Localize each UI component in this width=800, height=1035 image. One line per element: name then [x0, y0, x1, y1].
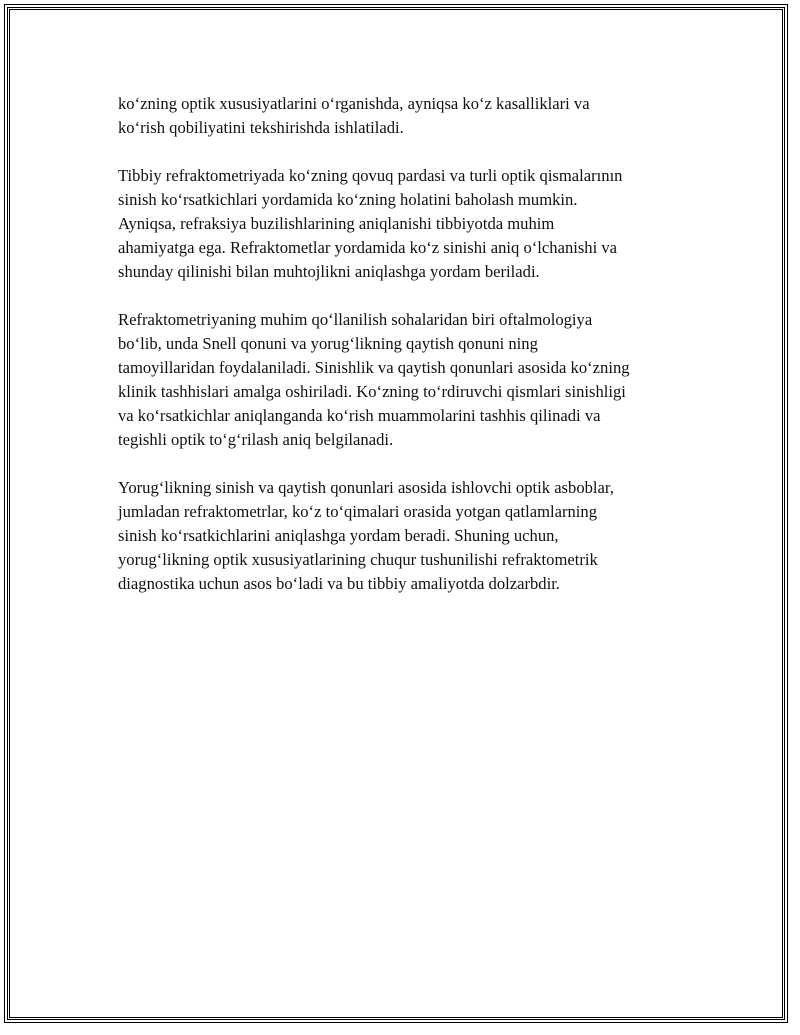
- text-line: tamoyillaridan foydalaniladi. Sinishlik va qaytish qonunlari asosida ko‘zning: [118, 358, 630, 377]
- text-line: jumladan refraktometrlar, ko‘z to‘qimalari orasida yotgan qatlamlarning: [118, 502, 597, 521]
- text-line: Refraktometriyaning muhim qo‘llanilish sohalaridan biri oftalmologiya: [118, 310, 593, 329]
- paragraph-3: [118, 308, 698, 452]
- text-line: tegishli optik to‘g‘rilash aniq belgilanadi.: [118, 430, 394, 449]
- text-line: shunday qilinishi bilan muhtojlikni aniqlashga yordam beriladi.: [118, 262, 540, 281]
- text-line: Tibbiy refraktometriyada ko‘zning qovuq pardasi va turli optik qismalarının: [118, 166, 623, 185]
- text-line: ko‘zning optik xususiyatlarini o‘rganishda, ayniqsa ko‘z kasalliklari va: [118, 94, 590, 113]
- document-body: [118, 92, 698, 620]
- text-line: sinish ko‘rsatkichlarini aniqlashga yordam beradi. Shuning uchun,: [118, 526, 559, 545]
- text-line: yorug‘likning optik xususiyatlarining chuqur tushunilishi refraktometrik: [118, 550, 598, 569]
- text-line: diagnostika uchun asos bo‘ladi va bu tibbiy amaliyotda dolzarbdir.: [118, 574, 560, 593]
- text-line: Ayniqsa, refraksiya buzilishlarining aniqlanishi tibbiyotda muhim: [118, 214, 555, 233]
- text-line: va ko‘rsatkichlar aniqlanganda ko‘rish muammolarini tashhis qilinadi va: [118, 406, 601, 425]
- text-line: ahamiyatga ega. Refraktometlar yordamida ko‘z sinishi aniq o‘lchanishi va: [118, 238, 618, 257]
- text-line: klinik tashhislari amalga oshiriladi. Ko‘zning to‘rdiruvchi qismlari sinishligi: [118, 382, 626, 401]
- text-line: Yorug‘likning sinish va qaytish qonunlari asosida ishlovchi optik asboblar,: [118, 478, 614, 497]
- text-line: sinish ko‘rsatkichlari yordamida ko‘zning holatini baholash mumkin.: [118, 190, 578, 209]
- text-line: ko‘rish qobiliyatini tekshirishda ishlatiladi.: [118, 118, 404, 137]
- paragraph-4: [118, 476, 698, 596]
- text-line: bo‘lib, unda Snell qonuni va yorug‘likning qaytish qonuni ning: [118, 334, 538, 353]
- paragraph-1: [118, 92, 698, 140]
- paragraph-2: [118, 164, 698, 284]
